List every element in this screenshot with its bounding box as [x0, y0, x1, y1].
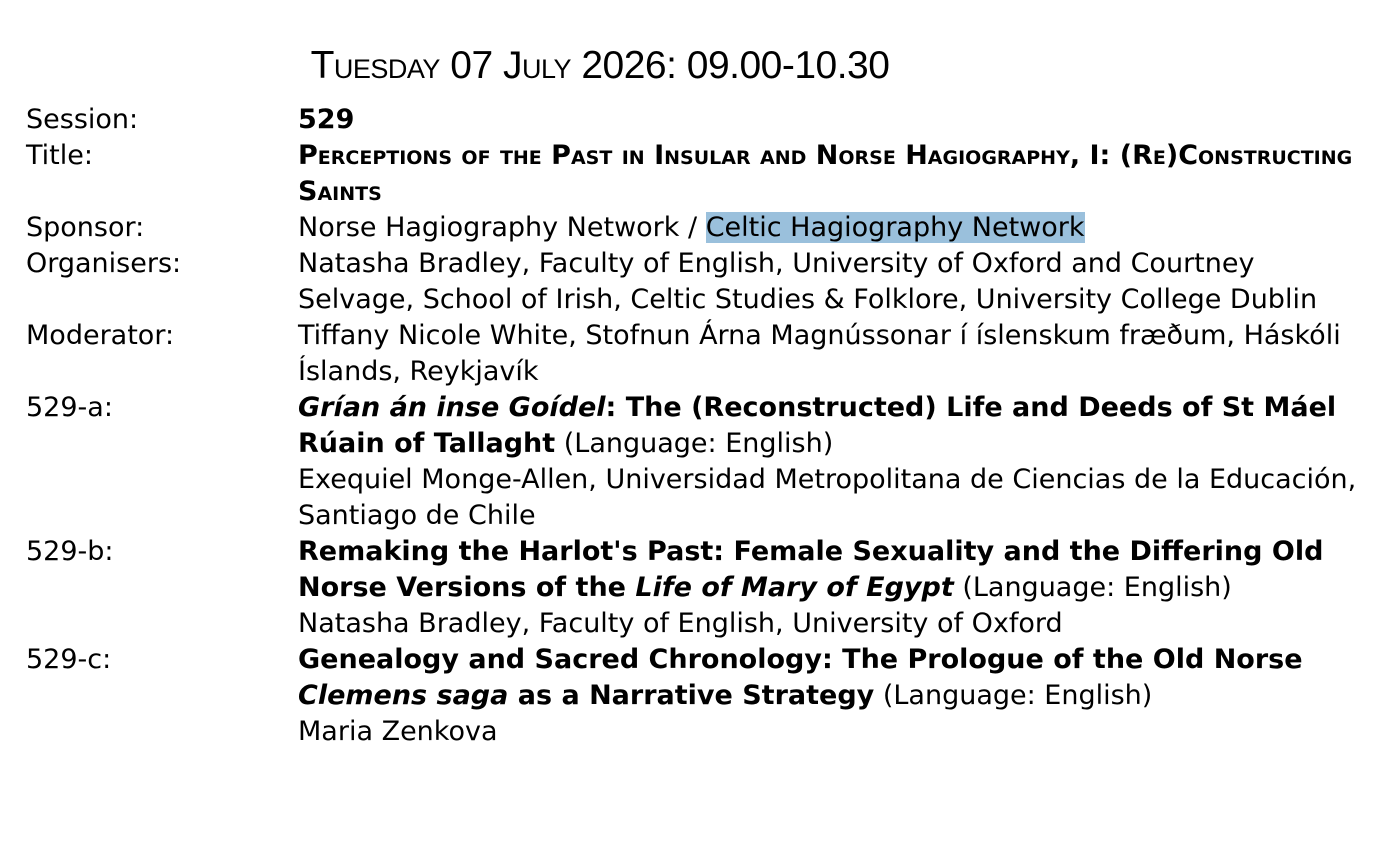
paper-label-a: 529-a: [26, 392, 113, 423]
paper-row-b [26, 534, 1376, 642]
paper-c-title-rest-2: as a Narrative Strategy [508, 680, 875, 711]
title-row [26, 138, 1376, 210]
organisers-row [26, 246, 1376, 318]
paper-a-title-italic: Grían án inse Goídel [298, 392, 606, 423]
paper-b-speaker: Natasha Bradley, Faculty of English, University of Oxford [298, 608, 1063, 639]
session-title: Perceptions of the Past in Insular and Norse Hagiography, I: (Re)Constructing Saints [298, 140, 1353, 207]
paper-c-title-italic: Clemens saga [298, 680, 509, 711]
paper-row-c [26, 642, 1376, 750]
sponsor-name-1: Norse Hagiography Network / [298, 212, 706, 243]
paper-c-title-rest: Genealogy and Sacred Chronology: The Prologue of the Old Norse [298, 644, 1303, 675]
title-label: Title: [26, 140, 93, 171]
paper-a-language: (Language: English) [555, 428, 834, 459]
paper-b-language: (Language: English) [953, 572, 1232, 603]
paper-b-title-rest: Remaking the Harlot's Past: Female Sexuality and the Differing Old Norse Versions of the [298, 536, 1324, 603]
paper-label-c: 529-c: [26, 644, 112, 675]
session-number: 529 [298, 104, 355, 135]
paper-c-language: (Language: English) [874, 680, 1153, 711]
organisers-value: Natasha Bradley, Faculty of English, University of Oxford and Courtney Selvage, School of Irish, Celtic Studies & Folklore, University College Dublin [298, 248, 1318, 315]
session-heading [0, 44, 1400, 88]
session-row [26, 102, 1376, 138]
session-label: Session: [26, 104, 139, 135]
paper-b [298, 534, 1376, 642]
moderator-label: Moderator: [26, 320, 175, 351]
sponsor-row [26, 210, 1376, 246]
paper-c [298, 642, 1376, 750]
paper-a [298, 390, 1376, 534]
sponsor-value [298, 210, 1376, 246]
paper-a-title-rest: : The (Reconstructed) Life and Deeds of St Máel Rúain of Tallaght [298, 392, 1337, 459]
paper-b-title-italic: Life of Mary of Egypt [635, 572, 954, 603]
paper-a-speaker: Exequiel Monge-Allen, Universidad Metropolitana de Ciencias de la Educación, Santiago de Chile [298, 464, 1357, 531]
session-details [26, 102, 1376, 750]
sponsor-label: Sponsor: [26, 212, 145, 243]
paper-c-speaker: Maria Zenkova [298, 716, 498, 747]
paper-row-a [26, 390, 1376, 534]
sponsor-name-2-highlighted[interactable]: Celtic Hagiography Network [705, 212, 1085, 243]
paper-label-b: 529-b: [26, 536, 114, 567]
moderator-row [26, 318, 1376, 390]
moderator-value: Tiffany Nicole White, Stofnun Árna Magnússonar í íslenskum fræðum, Háskóli Íslands, Reykjavík [298, 320, 1341, 387]
session-date-time: Tuesday 07 July 2026: 09.00-10.30 [310, 44, 890, 87]
organisers-label: Organisers: [26, 248, 182, 279]
